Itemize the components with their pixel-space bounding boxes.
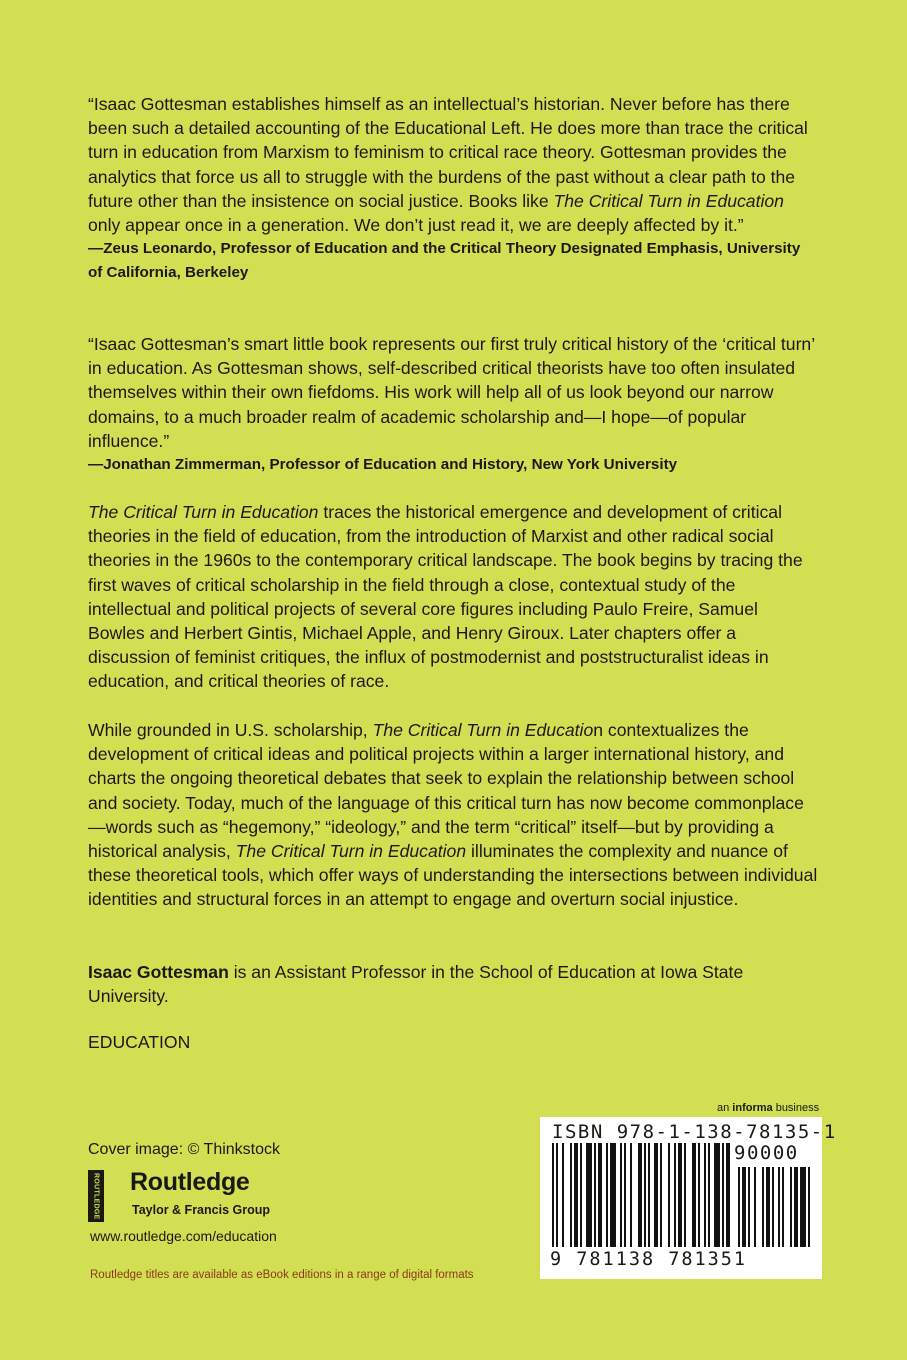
barcode-bar [552, 1143, 554, 1247]
barcode-bar [714, 1143, 720, 1247]
barcode-addon-bar [782, 1167, 784, 1247]
barcode-addon-bar [762, 1167, 764, 1247]
barcode-addon-bar [738, 1167, 740, 1247]
barcode-addon-bar [808, 1167, 810, 1247]
barcode-bar [668, 1143, 670, 1247]
barcode-bar [660, 1143, 662, 1247]
barcode-addon-bar [748, 1167, 750, 1247]
quote-text-end: only appear once in a generation. We don’t just read it, we are deeply affected by it.” [88, 215, 744, 236]
barcode-bar [624, 1143, 626, 1247]
barcode-bar [674, 1143, 676, 1247]
barcode-bar [678, 1143, 682, 1247]
barcode-bar [638, 1143, 642, 1247]
author-bio [88, 960, 818, 1008]
barcode-addon-bar [754, 1167, 756, 1247]
barcode-addon-bar [778, 1167, 780, 1247]
barcode-bar [708, 1143, 710, 1247]
publisher-url: www.routledge.com/education [90, 1228, 277, 1244]
book-title: The Critical Turn in Education [235, 841, 467, 862]
barcode-bar [586, 1143, 592, 1247]
barcode-bar [648, 1143, 650, 1247]
barcode-bar [610, 1143, 616, 1247]
quote-text: “Isaac Gottesman’s smart little book represents our first truly critical history of the ‘critical turn’ in education. As Gottesman shows, self-described critical theorists have too often insulated themselves within their own fiefdoms. His work will help all of us look beyond our narrow domains, to a much broader realm of academic scholarship and—I hope—of popular influence.” [88, 334, 815, 451]
barcode-addon-bar [794, 1167, 798, 1247]
barcode-bar [704, 1143, 706, 1247]
barcode-addon-bar [790, 1167, 792, 1247]
barcode-bar [692, 1143, 696, 1247]
barcode-bar [722, 1143, 724, 1247]
barcode-bar [654, 1143, 658, 1247]
description-text: traces the historical emergence and development of critical theories in the field of education, from the introduction of Marxist and other radical social theories in the 1960s to the contemporary critical landscape. The book begins by tracing the first waves of critical scholarship in the field through a close, contextual study of the intellectual and political projects of several core figures including Paulo Freire, Samuel Bowles and Herbert Gintis, Michael Apple, and Henry Giroux. Later chapters offer a discussion of feminist critiques, the influx of postmodernist and poststructuralist ideas in education, and critical theories of race. [88, 502, 803, 692]
barcode-addon-bar [800, 1167, 806, 1247]
barcode-bar [630, 1143, 632, 1247]
book-title: The Critical Turn in Education [88, 502, 319, 522]
informa-business: an informa business [717, 1102, 820, 1114]
routledge-spine-logo: ROUTLEDGE [88, 1170, 104, 1222]
quote-attribution: —Zeus Leonardo, Professor of Education and the Critical Theory Designated Emphasis, University of California, Berkeley [88, 240, 801, 282]
barcode-bar [606, 1143, 608, 1247]
price-code: 90000 [734, 1142, 799, 1164]
review-quote-leonardo [88, 92, 818, 285]
barcode-bar [644, 1143, 646, 1247]
barcode-bar [574, 1143, 578, 1247]
barcode-bar [620, 1143, 622, 1247]
description-text: While grounded in U.S. scholarship, [88, 720, 373, 740]
barcode-bars [548, 1143, 814, 1253]
book-title: The Critical Turn in Educatio [372, 720, 594, 740]
ebook-note: Routledge titles are available as eBook editions in a range of digital formats [90, 1269, 474, 1281]
barcode-bar [684, 1143, 686, 1247]
quote-attribution: —Jonathan Zimmerman, Professor of Education and History, New York University [88, 456, 678, 474]
barcode-bar [556, 1143, 558, 1247]
description-text: illuminates the complexity and nuance of these theoretical tools, which offer ways of understanding the intersections between individual identities and structural forces in an attempt to engage and overturn social injustice. [88, 841, 818, 910]
subject-category: EDUCATION [88, 1032, 191, 1052]
publisher-name: Routledge [130, 1168, 250, 1196]
publisher-group: Taylor & Francis Group [132, 1203, 270, 1217]
barcode-bar [598, 1143, 602, 1247]
barcode-addon-bar [742, 1167, 746, 1247]
barcode-addon-bar [766, 1167, 770, 1247]
barcode-addon-bar [772, 1167, 774, 1247]
cover-credit: Cover image: © Thinkstock [88, 1141, 281, 1158]
author-name: Isaac Gottesman [88, 962, 229, 982]
barcode-bar [580, 1143, 582, 1247]
author-bio-text: is an Assistant Professor in the School of Education at Iowa State University. [88, 962, 744, 1007]
isbn-number: ISBN 978-1-138-78135-1 [552, 1121, 837, 1143]
description-text: n contextualizes the development of critical ideas and political projects within a larger international history, and charts the ongoing theoretical debates that seek to explain the relationship between school and society. Today, much of the language of this critical turn has now become commonplace—words such as “hegemony,” “ideology,” and the term “critical” itself—but by providing a historical analysis, [88, 720, 804, 862]
barcode-bar [562, 1143, 564, 1247]
quote-text: “Isaac Gottesman establishes himself as an intellectual’s historian. Never before has there been such a detailed accounting of the Educational Left. He does more than trace the critical turn in education from Marxism to feminism to critical race theory. Gottesman provides the analytics that force us all to struggle with the burdens of the past without a clear path to the future other than the insistence on social justice. Books like [88, 94, 808, 211]
description-paragraph-1 [88, 500, 818, 694]
barcode-bar [594, 1143, 596, 1247]
isbn-barcode [540, 1117, 837, 1279]
barcode-bar [726, 1143, 730, 1247]
description-paragraph-2 [88, 718, 818, 912]
ean-digits: 9 781138 781351 [550, 1249, 748, 1270]
barcode-bar [698, 1143, 700, 1247]
review-quote-zimmerman [88, 332, 818, 477]
book-title: The Critical Turn in Education [553, 190, 784, 211]
routledge-logo [88, 1170, 288, 1225]
barcode-bar [570, 1143, 572, 1247]
